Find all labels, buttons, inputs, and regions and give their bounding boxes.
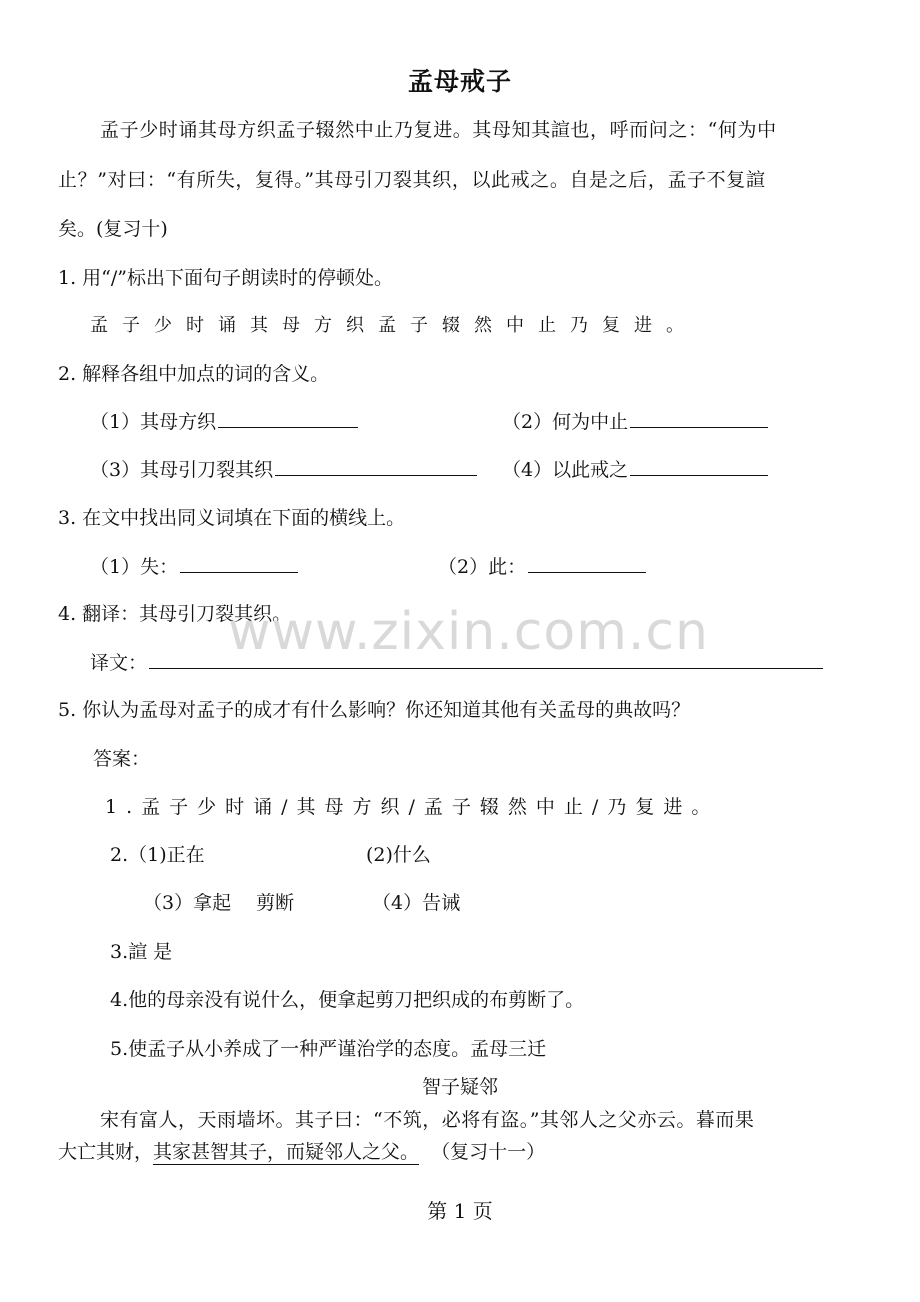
- question-2-item-4: [502, 457, 768, 482]
- passage-line-2: 止？”对曰：“有所失，复得。”其母引刀裂其织，以此戒之。自是之后，孟子不复諠: [58, 169, 766, 191]
- answer-blank[interactable]: [528, 554, 646, 573]
- answer-blank[interactable]: [275, 457, 477, 476]
- passage-2-line-1: 宋有富人，天雨墙坏。其子曰：“不筑，必将有盗。”其邻人之父亦云。暮而果: [100, 1109, 755, 1131]
- passage-2-source: （复习十一）: [431, 1141, 546, 1163]
- passage-2-title: 智子疑邻: [421, 1076, 498, 1098]
- question-1-sentence: 孟子少时诵其母方织孟子辍然中止乃复进。: [90, 315, 698, 336]
- question-2-item-2: [502, 409, 768, 434]
- answer-2-part-1: 2.（1)正在: [110, 844, 205, 866]
- translation-label: 译文：: [90, 652, 148, 674]
- answer-5: 5.使孟子从小养成了一种严谨治学的态度。孟母三迁: [110, 1038, 547, 1060]
- question-3-item-2-label: （2）此：: [438, 556, 527, 578]
- passage-line-1: 孟子少时诵其母方织孟子辍然中止乃复进。其母知其諠也，呼而问之：“何为中: [100, 119, 777, 141]
- passage-2-line-2: [58, 1140, 545, 1164]
- answer-3: 3.諠 是: [110, 941, 173, 963]
- question-4: 4. 翻译：其母引刀裂其织。: [58, 603, 292, 625]
- answer-4: 4.他的母亲没有说什么，便拿起剪刀把织成的布剪断了。: [110, 989, 585, 1011]
- question-2-item-2-label: （2）何为中止: [502, 411, 629, 433]
- page-number: 第 1 页: [427, 1199, 493, 1223]
- question-3-item-1: [90, 554, 298, 579]
- answer-2-part-4: （4）告诫: [372, 892, 461, 914]
- question-2-item-1-label: （1）其母方织: [90, 411, 217, 433]
- answers-heading: 答案：: [93, 748, 151, 770]
- question-3-item-1-label: （1）失：: [90, 556, 179, 578]
- answer-2-part-3: （3）拿起 剪断: [143, 892, 295, 914]
- passage-line-3: 矣。(复习十): [58, 218, 168, 240]
- answer-blank[interactable]: [218, 409, 358, 428]
- answer-blank[interactable]: [630, 457, 768, 476]
- watermark: www.zixin.com.cn: [228, 602, 709, 662]
- question-3-item-2: [438, 554, 646, 579]
- question-5: 5. 你认为孟母对孟子的成才有什么影响？你还知道其他有关孟母的典故吗？: [58, 699, 691, 721]
- passage-2-line-2-text: 大亡其财，: [58, 1141, 154, 1163]
- question-1: 1. 用“/”标出下面句子朗读时的停顿处。: [58, 267, 393, 289]
- question-2: 2. 解释各组中加点的词的含义。: [58, 363, 330, 385]
- page-title: 孟母戒子: [407, 67, 512, 96]
- passage-2-underlined-text: 其家甚智其子，而疑邻人之父。: [153, 1141, 420, 1163]
- question-2-item-3: [90, 457, 477, 482]
- question-2-item-3-label: （3）其母引刀裂其织: [90, 459, 274, 481]
- answer-blank[interactable]: [630, 409, 768, 428]
- question-2-item-4-label: （4）以此戒之: [502, 459, 629, 481]
- answer-2-part-2: (2)什么: [366, 844, 431, 866]
- question-2-item-1: [90, 409, 358, 434]
- question-4-translation: [90, 650, 823, 675]
- answer-1: 1.孟子少时诵/其母方织/孟子辍然中止/乃复进。: [105, 796, 720, 818]
- question-3: 3. 在文中找出同义词填在下面的横线上。: [58, 507, 406, 529]
- answer-blank[interactable]: [180, 554, 298, 573]
- translation-blank[interactable]: [149, 650, 823, 669]
